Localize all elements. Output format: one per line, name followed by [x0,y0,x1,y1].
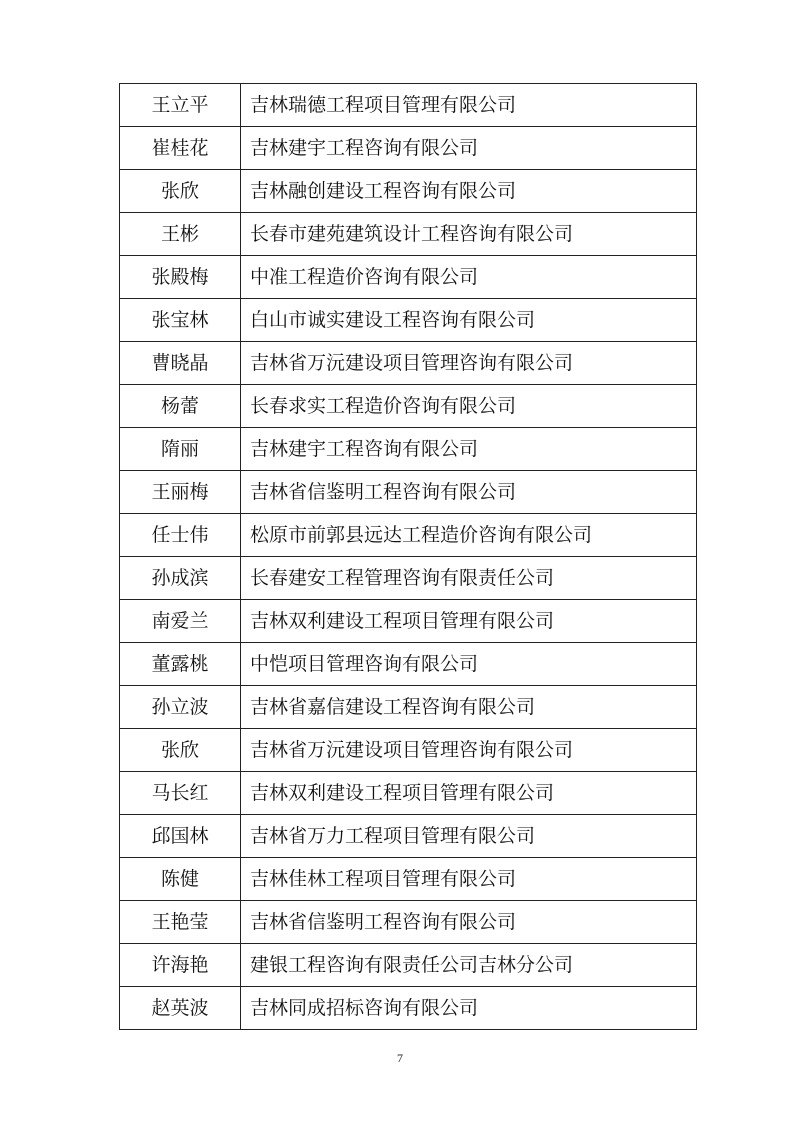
company-name-cell: 吉林省嘉信建设工程咨询有限公司 [241,686,697,729]
person-name-cell: 隋丽 [120,428,241,471]
person-name-cell: 张欣 [120,170,241,213]
table-row [120,342,697,385]
table-row [120,686,697,729]
table-row [120,557,697,600]
person-name-cell: 马长红 [120,772,241,815]
company-name-cell: 白山市诚实建设工程咨询有限公司 [241,299,697,342]
person-name-cell: 董露桃 [120,643,241,686]
person-name-cell: 赵英波 [120,987,241,1030]
company-name-cell: 长春求实工程造价咨询有限公司 [241,385,697,428]
person-name-cell: 邱国林 [120,815,241,858]
company-name-cell: 吉林瑞德工程项目管理有限公司 [241,84,697,127]
person-name-cell: 孙立波 [120,686,241,729]
person-name-cell: 张宝林 [120,299,241,342]
table-row [120,944,697,987]
table-row [120,858,697,901]
person-name-cell: 王立平 [120,84,241,127]
company-name-cell: 吉林佳林工程项目管理有限公司 [241,858,697,901]
person-name-cell: 南爱兰 [120,600,241,643]
person-name-cell: 杨蕾 [120,385,241,428]
person-name-cell: 曹晓晶 [120,342,241,385]
table-row [120,901,697,944]
table-row [120,600,697,643]
page-number: 7 [397,1051,403,1065]
company-name-cell: 吉林建宇工程咨询有限公司 [241,428,697,471]
company-name-cell: 吉林省万沅建设项目管理咨询有限公司 [241,729,697,772]
company-name-cell: 吉林省万力工程项目管理有限公司 [241,815,697,858]
person-name-cell: 孙成滨 [120,557,241,600]
table-row [120,256,697,299]
person-name-cell: 张殿梅 [120,256,241,299]
company-name-cell: 吉林融创建设工程咨询有限公司 [241,170,697,213]
person-name-cell: 王丽梅 [120,471,241,514]
table-row [120,514,697,557]
table-row [120,772,697,815]
table-row [120,385,697,428]
personnel-table [119,83,697,1030]
company-name-cell: 长春市建苑建筑设计工程咨询有限公司 [241,213,697,256]
company-name-cell: 长春建安工程管理咨询有限责任公司 [241,557,697,600]
table-row [120,729,697,772]
table-row [120,987,697,1030]
company-name-cell: 中准工程造价咨询有限公司 [241,256,697,299]
company-name-cell: 吉林双利建设工程项目管理有限公司 [241,772,697,815]
person-name-cell: 王彬 [120,213,241,256]
company-name-cell: 建银工程咨询有限责任公司吉林分公司 [241,944,697,987]
table-row [120,815,697,858]
table-row [120,471,697,514]
company-name-cell: 中恺项目管理咨询有限公司 [241,643,697,686]
person-name-cell: 陈健 [120,858,241,901]
table-row [120,170,697,213]
table-row [120,428,697,471]
company-name-cell: 吉林省万沅建设项目管理咨询有限公司 [241,342,697,385]
table-row [120,127,697,170]
table-row [120,643,697,686]
table-row [120,84,697,127]
company-name-cell: 吉林同成招标咨询有限公司 [241,987,697,1030]
company-name-cell: 吉林省信鉴明工程咨询有限公司 [241,471,697,514]
person-name-cell: 崔桂花 [120,127,241,170]
personnel-table-body [120,84,697,1030]
person-name-cell: 王艳莹 [120,901,241,944]
company-name-cell: 吉林省信鉴明工程咨询有限公司 [241,901,697,944]
person-name-cell: 任士伟 [120,514,241,557]
table-row [120,299,697,342]
company-name-cell: 吉林建宇工程咨询有限公司 [241,127,697,170]
company-name-cell: 松原市前郭县远达工程造价咨询有限公司 [241,514,697,557]
table-row [120,213,697,256]
company-name-cell: 吉林双利建设工程项目管理有限公司 [241,600,697,643]
person-name-cell: 许海艳 [120,944,241,987]
person-name-cell: 张欣 [120,729,241,772]
